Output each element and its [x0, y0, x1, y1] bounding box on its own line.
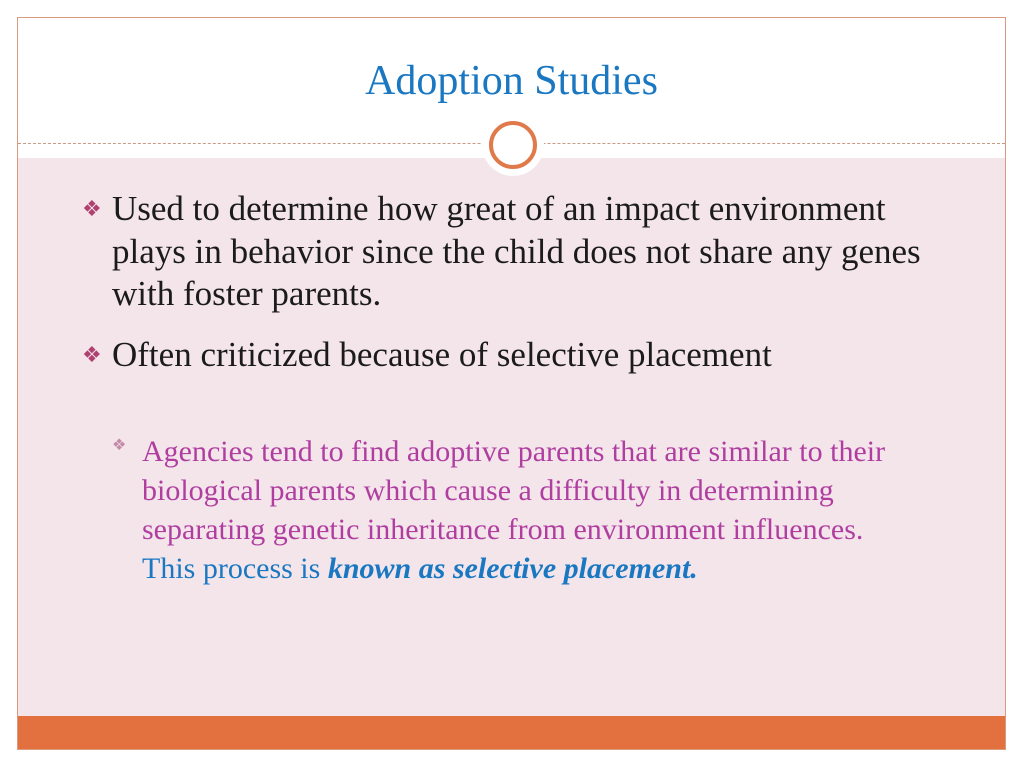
- bullet-text: Often criticized because of selective placement: [112, 335, 772, 374]
- bullet-text: Used to determine how great of an impact environment plays in behavior since the child does not share any genes with foster parents.: [112, 189, 921, 314]
- accent-bar: [18, 716, 1005, 750]
- bullet-item: [82, 334, 962, 377]
- bullet-item: [82, 188, 962, 316]
- sub-bullet-text: Agencies tend to find adoptive parents that are similar to their biological parents which cause a difficulty in determining separating genetic inheritance from environment influences.: [142, 435, 886, 546]
- diamond-cluster-icon: ❖: [82, 342, 102, 367]
- sub-bullet-emphasis: known as selective placement.: [327, 552, 698, 585]
- sub-bullet-item: [112, 432, 912, 588]
- diamond-cluster-icon: ❖: [82, 196, 102, 221]
- content-area: [18, 158, 1005, 716]
- bullet-list: [18, 158, 1005, 716]
- slide-frame: [17, 17, 1006, 750]
- slide-title: Adoption Studies: [365, 58, 658, 104]
- sub-bullet-blue-text: This process is: [142, 552, 328, 585]
- diamond-cluster-icon: ❖: [112, 437, 127, 454]
- circle-ornament-icon: [482, 114, 544, 176]
